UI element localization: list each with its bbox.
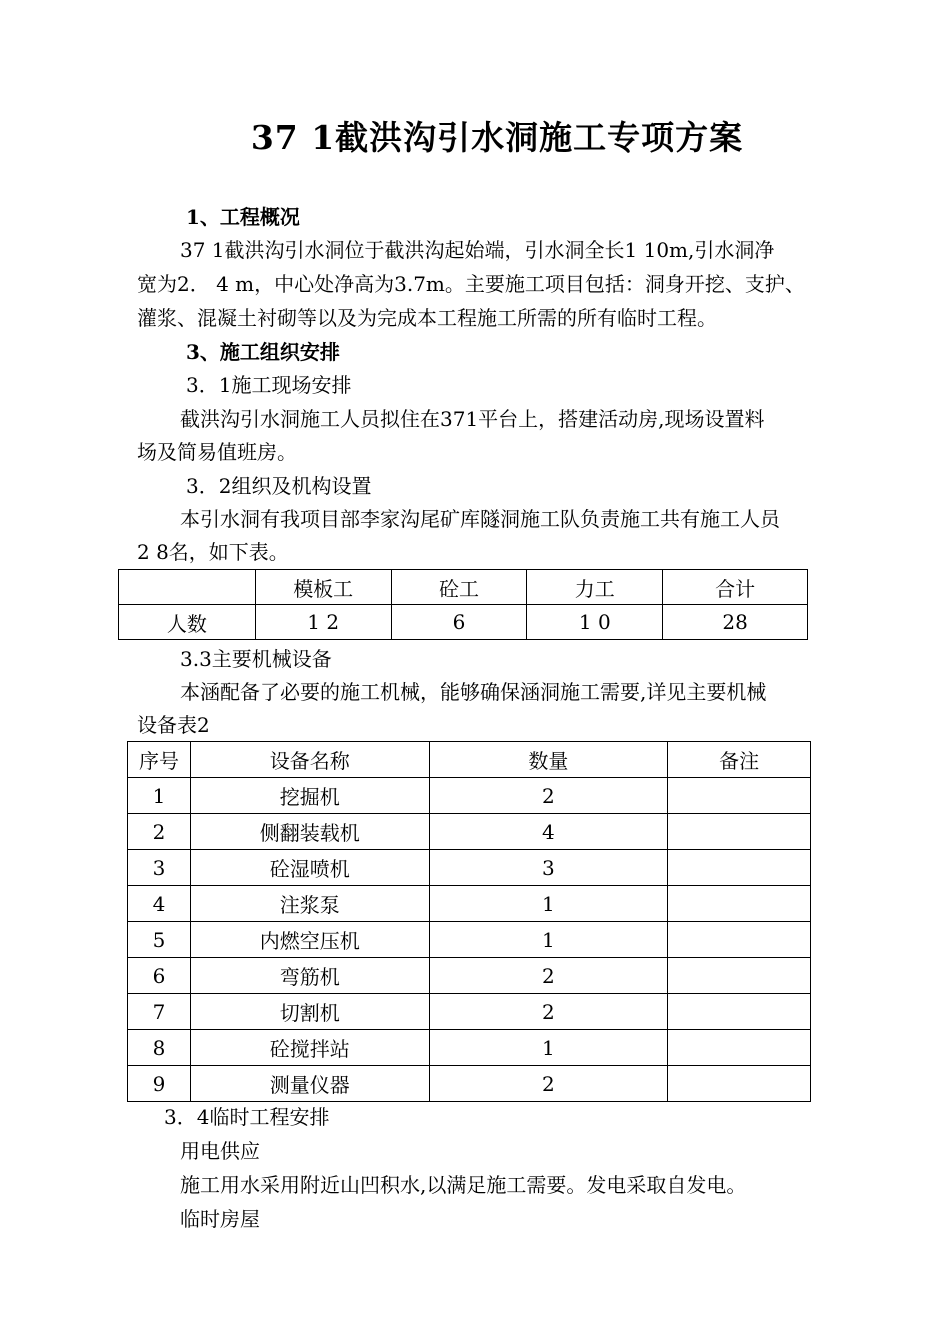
- staff-header-cell: 砼工: [391, 570, 527, 605]
- equipment-cell: 3: [128, 850, 191, 886]
- equipment-cell: [668, 994, 811, 1030]
- staff-table: [118, 569, 808, 640]
- staff-table-row: [119, 605, 808, 640]
- table-row: [128, 850, 811, 886]
- equipment-cell: 弯筋机: [190, 958, 429, 994]
- equipment-cell: 4: [128, 886, 191, 922]
- power-supply-heading: 用电供应: [180, 1139, 260, 1163]
- equipment-cell: [668, 958, 811, 994]
- table-row: [128, 778, 811, 814]
- equipment-cell: 测量仪器: [190, 1066, 429, 1102]
- equipment-cell: [668, 886, 811, 922]
- equipment-cell: 4: [429, 814, 668, 850]
- sub-3-1-line-1: 截洪沟引水洞施工人员拟住在371平台上，搭建活动房,现场设置料: [180, 407, 765, 431]
- sub-3-2-line-2: 2 8名，如下表。: [137, 540, 289, 564]
- sub-3-2-heading: 3．2组织及机构设置: [186, 474, 372, 498]
- temporary-housing-heading: 临时房屋: [180, 1207, 260, 1231]
- equipment-cell: 侧翻装载机: [190, 814, 429, 850]
- section-3-heading: 3、施工组织安排: [186, 340, 340, 364]
- equipment-cell: 砼湿喷机: [190, 850, 429, 886]
- equipment-header-cell: 序号: [128, 742, 191, 778]
- sub-3-3-heading: 3.3主要机械设备: [180, 647, 332, 671]
- sub-3-4-heading: 3．4临时工程安排: [164, 1105, 330, 1129]
- equipment-cell: 6: [128, 958, 191, 994]
- section-1-heading: 1、工程概况: [186, 205, 300, 229]
- equipment-table-header-row: [128, 742, 811, 778]
- sub-3-3-line-2: 设备表2: [137, 713, 210, 737]
- staff-header-cell: [119, 570, 256, 605]
- equipment-cell: 2: [429, 994, 668, 1030]
- equipment-header-cell: 数量: [429, 742, 668, 778]
- staff-cell: 28: [663, 605, 808, 640]
- staff-cell: 6: [391, 605, 527, 640]
- equipment-cell: 9: [128, 1066, 191, 1102]
- equipment-cell: 8: [128, 1030, 191, 1066]
- section-1-line-1: 37 1截洪沟引水洞位于截洪沟起始端，引水洞全长1 10m,引水洞净: [180, 238, 775, 262]
- equipment-cell: 切割机: [190, 994, 429, 1030]
- equipment-cell: 7: [128, 994, 191, 1030]
- staff-table-header-row: [119, 570, 808, 605]
- equipment-cell: 砼搅拌站: [190, 1030, 429, 1066]
- section-1-line-2: 宽为2． 4 m，中心处净高为3.7m。主要施工项目包括：洞身开挖、支护、: [137, 272, 805, 296]
- table-row: [128, 1066, 811, 1102]
- sub-3-1-line-2: 场及简易值班房。: [137, 440, 297, 464]
- table-row: [128, 886, 811, 922]
- equipment-cell: 注浆泵: [190, 886, 429, 922]
- table-row: [128, 958, 811, 994]
- equipment-table: [127, 741, 811, 1102]
- table-row: [128, 922, 811, 958]
- equipment-cell: [668, 814, 811, 850]
- equipment-header-cell: 备注: [668, 742, 811, 778]
- equipment-cell: 2: [429, 958, 668, 994]
- staff-header-cell: 力工: [527, 570, 663, 605]
- equipment-cell: 5: [128, 922, 191, 958]
- equipment-cell: 2: [429, 1066, 668, 1102]
- staff-cell: 1 2: [255, 605, 391, 640]
- equipment-cell: 1: [128, 778, 191, 814]
- equipment-cell: 内燃空压机: [190, 922, 429, 958]
- equipment-cell: [668, 850, 811, 886]
- sub-3-1-heading: 3．1施工现场安排: [186, 373, 352, 397]
- equipment-header-cell: 设备名称: [190, 742, 429, 778]
- equipment-cell: [668, 778, 811, 814]
- sub-3-2-line-1: 本引水洞有我项目部李家沟尾矿库隧洞施工队负责施工共有施工人员: [180, 507, 780, 531]
- equipment-cell: 1: [429, 922, 668, 958]
- section-1-line-3: 灌浆、混凝土衬砌等以及为完成本工程施工所需的所有临时工程。: [137, 306, 717, 330]
- equipment-cell: [668, 922, 811, 958]
- equipment-cell: 1: [429, 886, 668, 922]
- power-supply-text: 施工用水采用附近山凹积水,以满足施工需要。发电采取自发电。: [180, 1173, 747, 1197]
- sub-3-3-line-1: 本涵配备了必要的施工机械，能够确保涵洞施工需要,详见主要机械: [180, 680, 767, 704]
- staff-header-cell: 模板工: [255, 570, 391, 605]
- staff-header-cell: 合计: [663, 570, 808, 605]
- table-row: [128, 994, 811, 1030]
- equipment-cell: [668, 1030, 811, 1066]
- staff-cell: 人数: [119, 605, 256, 640]
- equipment-cell: 2: [429, 778, 668, 814]
- equipment-cell: 2: [128, 814, 191, 850]
- table-row: [128, 1030, 811, 1066]
- staff-cell: 1 0: [527, 605, 663, 640]
- equipment-cell: 1: [429, 1030, 668, 1066]
- table-row: [128, 814, 811, 850]
- page-title: 37 1截洪沟引水洞施工专项方案: [250, 118, 744, 157]
- equipment-cell: [668, 1066, 811, 1102]
- equipment-cell: 挖掘机: [190, 778, 429, 814]
- equipment-cell: 3: [429, 850, 668, 886]
